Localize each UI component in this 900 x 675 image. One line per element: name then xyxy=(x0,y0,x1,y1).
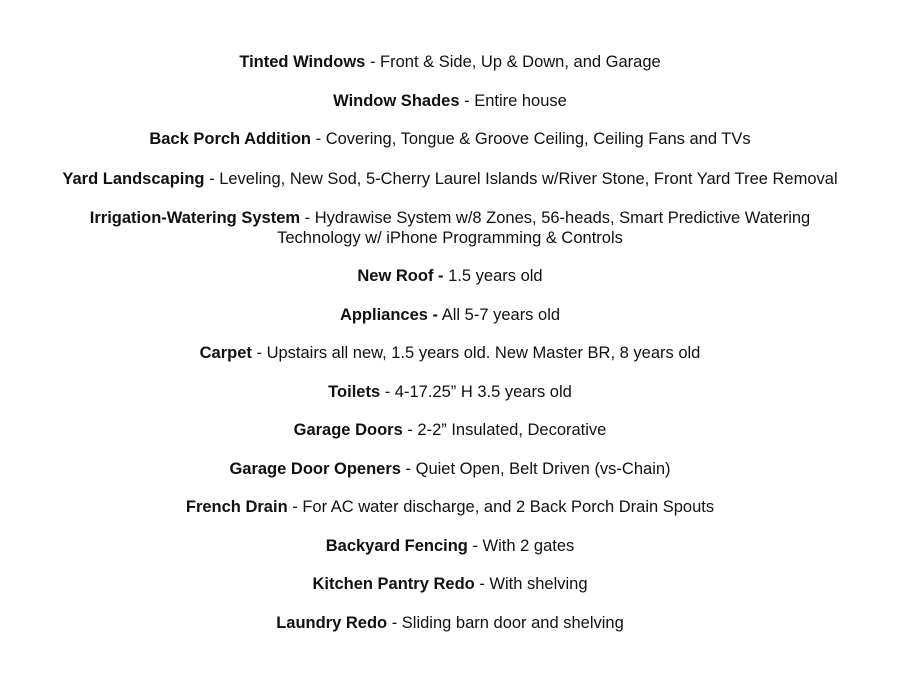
feature-toilets xyxy=(55,383,845,403)
feature-kitchen-pantry-redo xyxy=(55,575,845,595)
feature-detail: Upstairs all new, 1.5 years old. New Master BR, 8 years old xyxy=(266,344,701,362)
feature-french-drain xyxy=(55,498,845,518)
feature-irrigation-system xyxy=(55,209,845,248)
feature-separator: - xyxy=(467,536,483,555)
feature-detail: 2-2” Insulated, Decorative xyxy=(417,421,607,439)
feature-detail: All 5-7 years old xyxy=(441,305,561,324)
feature-label: New Roof - xyxy=(357,267,444,285)
feature-garage-doors xyxy=(55,421,845,441)
feature-separator: - xyxy=(474,575,490,593)
feature-detail: 4-17.25” H 3.5 years old xyxy=(394,382,572,401)
feature-detail: For AC water discharge, and 2 Back Porch Drain Spouts xyxy=(302,498,715,516)
feature-separator: - xyxy=(387,613,402,632)
feature-new-roof xyxy=(55,267,845,287)
feature-garage-door-openers xyxy=(55,460,845,480)
feature-separator: - xyxy=(287,498,303,516)
feature-laundry-redo xyxy=(55,614,845,634)
feature-separator: - xyxy=(400,459,416,478)
feature-detail: Quiet Open, Belt Driven (vs-Chain) xyxy=(415,459,671,478)
feature-separator: - xyxy=(251,344,267,362)
feature-detail: Entire house xyxy=(474,91,567,110)
feature-detail: With 2 gates xyxy=(482,536,575,555)
feature-label: Window Shades xyxy=(333,91,460,110)
feature-label: Toilets xyxy=(328,382,381,401)
feature-detail: Hydrawise System w/8 Zones, 56-heads, Smart Predictive Watering Technology w/ iPhone Programming & Controls xyxy=(277,209,811,247)
feature-label: Yard Landscaping xyxy=(62,169,205,188)
feature-separator: - xyxy=(380,382,395,401)
feature-label: Appliances - xyxy=(339,305,439,324)
feature-detail: Sliding barn door and shelving xyxy=(401,613,624,632)
feature-detail: 1.5 years old xyxy=(448,267,543,285)
feature-label: French Drain xyxy=(185,498,288,516)
feature-label: Backyard Fencing xyxy=(325,536,468,555)
feature-back-porch-addition xyxy=(55,130,845,150)
feature-carpet xyxy=(55,344,845,364)
feature-separator: - xyxy=(402,421,418,439)
feature-yard-landscaping xyxy=(55,170,845,190)
feature-label: Tinted Windows xyxy=(239,53,366,71)
feature-separator: - xyxy=(204,169,220,188)
feature-detail: Covering, Tongue & Groove Ceiling, Ceiling Fans and TVs xyxy=(325,130,751,148)
feature-detail: Front & Side, Up & Down, and Garage xyxy=(380,53,661,71)
feature-list xyxy=(0,53,900,633)
feature-window-shades xyxy=(55,92,845,112)
feature-label: Garage Door Openers xyxy=(229,459,401,478)
feature-separator: - xyxy=(300,209,315,227)
feature-separator: - xyxy=(311,130,326,148)
feature-separator: - xyxy=(459,91,475,110)
feature-tinted-windows xyxy=(55,53,845,73)
feature-appliances xyxy=(55,306,845,326)
feature-detail: Leveling, New Sod, 5-Cherry Laurel Islands w/River Stone, Front Yard Tree Removal xyxy=(219,169,838,188)
feature-label: Irrigation-Watering System xyxy=(89,209,301,227)
feature-label: Back Porch Addition xyxy=(149,130,312,148)
feature-backyard-fencing xyxy=(55,537,845,557)
feature-label: Laundry Redo xyxy=(276,613,388,632)
feature-label: Carpet xyxy=(199,344,252,362)
feature-label: Garage Doors xyxy=(293,421,403,439)
feature-label: Kitchen Pantry Redo xyxy=(312,575,475,593)
feature-detail: With shelving xyxy=(489,575,588,593)
feature-separator: - xyxy=(365,53,381,71)
